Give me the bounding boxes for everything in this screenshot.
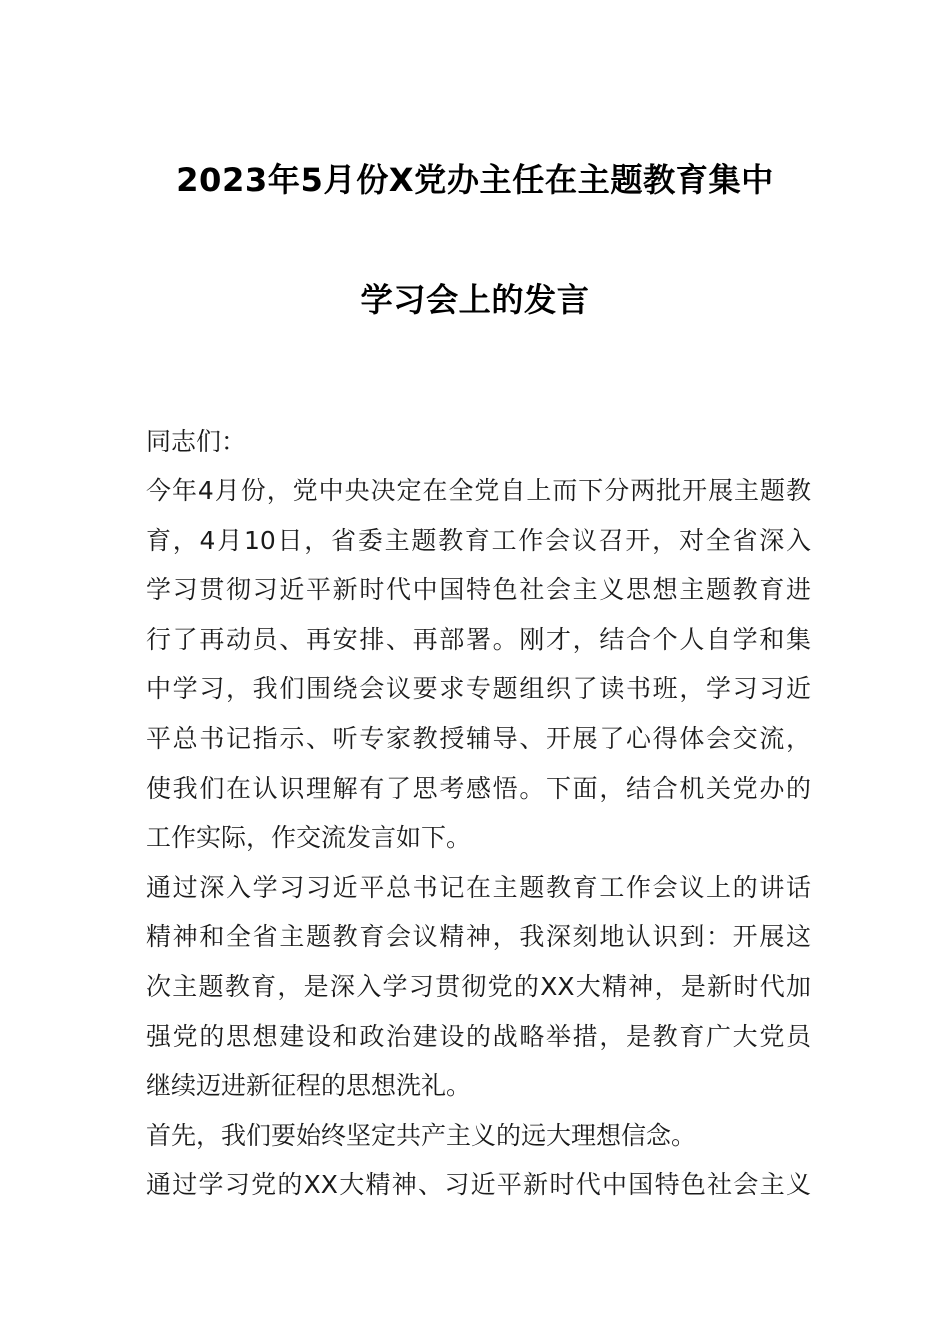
text-line: 精神和全省主题教育会议精神，我深刻地认识到：开展这 [146,922,811,952]
text-line: 育，4月10日，省委主题教育工作会议召开，对全省深入 [146,525,811,555]
text-line: 通过学习党的XX大精神、习近平新时代中国特色社会主义 [146,1170,811,1200]
text-line: 通过深入学习习近平总书记在主题教育工作会议上的讲话 [146,872,811,902]
text-line: 今年4月份，党中央决定在全党自上而下分两批开展主题教 [146,476,811,505]
text-line: 继续迈进新征程的思想洗礼。 [146,1071,472,1101]
text-line: 强党的思想建设和政治建设的战略举措，是教育广大党员 [146,1021,811,1051]
text-line: 中学习，我们围绕会议要求专题组织了读书班，学习习近 [146,674,811,704]
document-title-line-2: 学习会上的发言 [360,281,590,319]
text-line: 次主题教育，是深入学习贯彻党的XX大精神，是新时代加 [146,971,811,1001]
text-line: 平总书记指示、听专家教授辅导、开展了心得体会交流， [146,723,811,753]
text-line: 学习贯彻习近平新时代中国特色社会主义思想主题教育进 [146,575,811,605]
text-line: 行了再动员、再安排、再部署。刚才，结合个人自学和集 [146,624,811,654]
text-line: 使我们在认识理解有了思考感悟。下面，结合机关党办的 [146,773,811,803]
text-line: 首先，我们要始终坚定共产主义的远大理想信念。 [146,1120,697,1150]
document-title-line-1: 2023年5月份X党办主任在主题教育集中 [176,161,774,199]
body-text [146,466,811,1210]
text-line: 工作实际，作交流发言如下。 [146,823,472,853]
salutation: 同志们： [146,427,247,456]
